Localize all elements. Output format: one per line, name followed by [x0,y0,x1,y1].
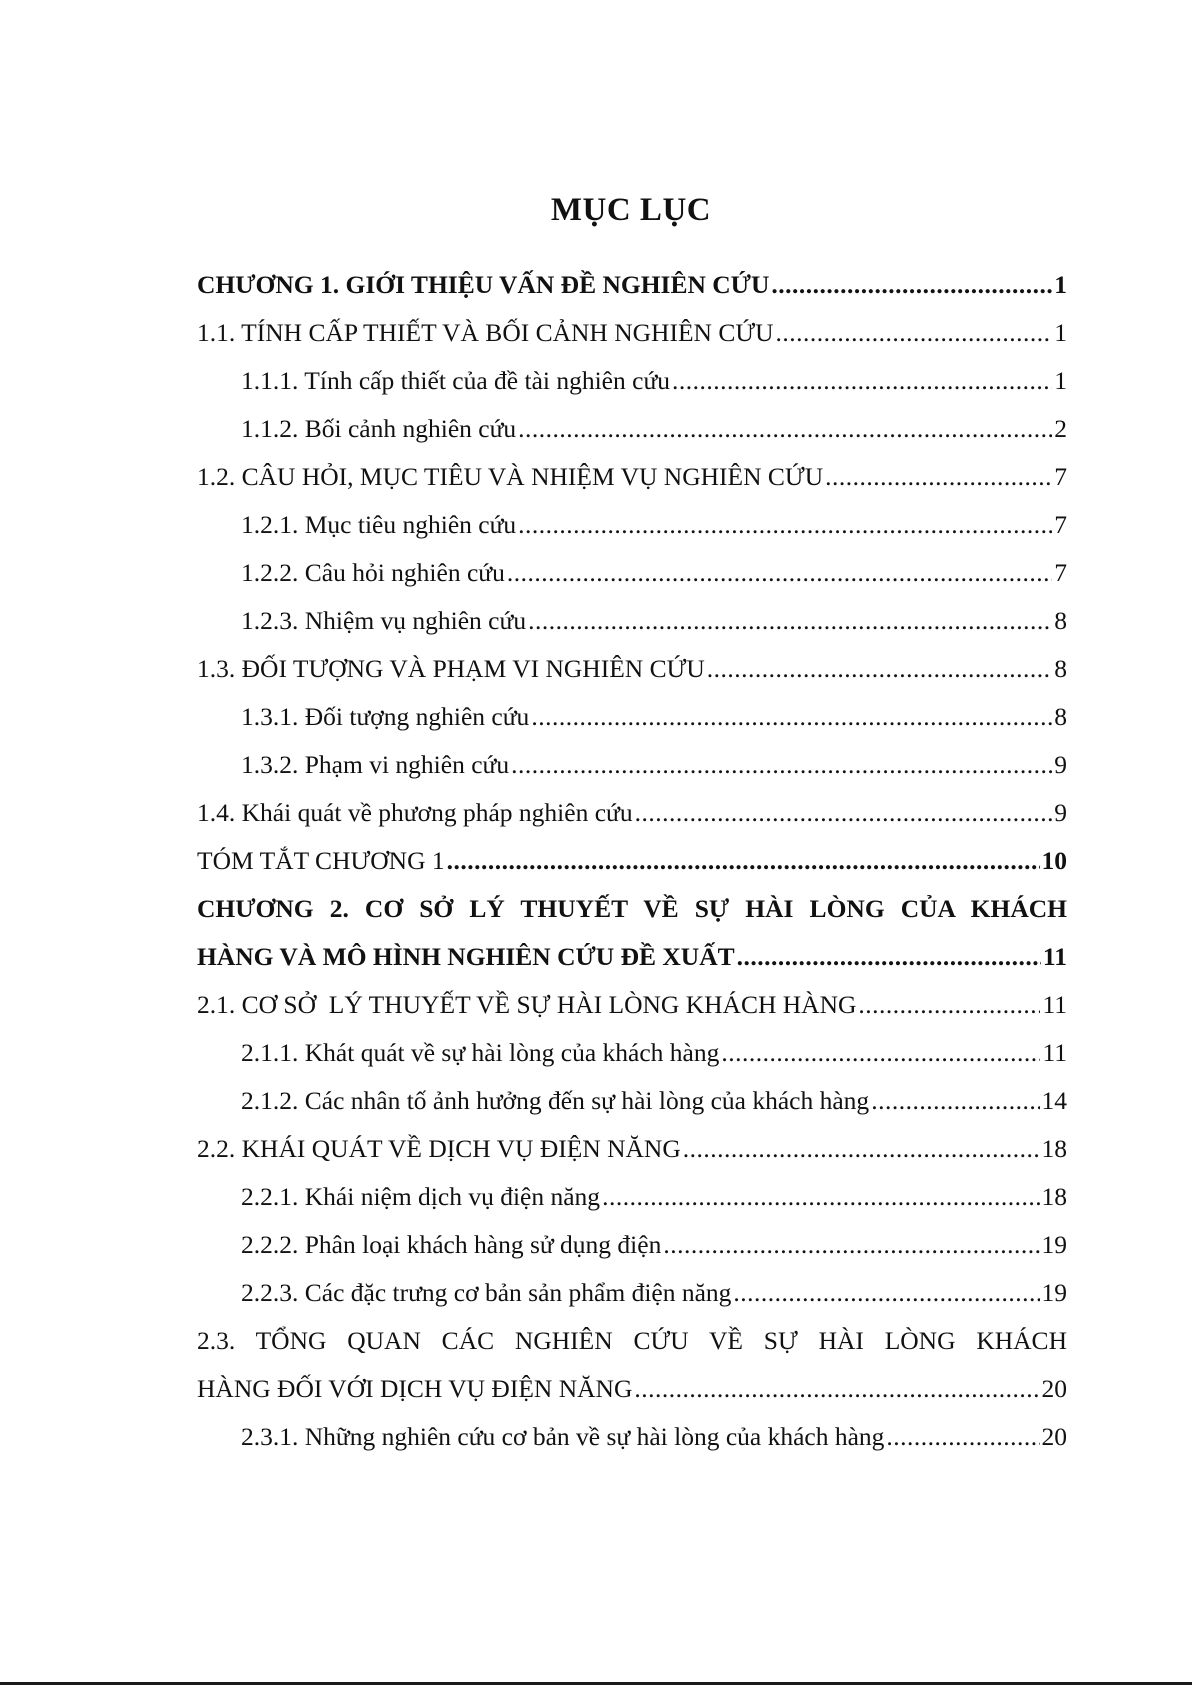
toc-entry[interactable] [197,606,1067,654]
toc-leader-dots [721,1038,1040,1068]
toc-leader-dots [871,1086,1039,1116]
toc-entry[interactable] [197,750,1067,798]
toc-page-number: 7 [1054,558,1067,587]
toc-entry-label: 1.2.3. Nhiệm vụ nghiên cứu [241,606,527,635]
toc-leader-dots [858,990,1040,1020]
table-of-contents [197,270,1067,1470]
toc-entry[interactable] [197,270,1067,318]
toc-leader-dots [707,654,1052,684]
toc-entry-label: 1.2.1. Mục tiêu nghiên cứu [241,510,517,539]
toc-page-number: 9 [1054,798,1067,827]
toc-entry[interactable] [197,1230,1067,1278]
toc-entry-label: 2.2.2. Phân loại khách hàng sử dụng điện [241,1230,662,1259]
toc-entry-line2 [197,1374,1067,1422]
toc-entry[interactable] [197,462,1067,510]
toc-entry-label: 1.4. Khái quát về phương pháp nghiên cứu [197,798,633,827]
toc-entry-label: 2.1.2. Các nhân tố ảnh hưởng đến sự hài lòng của khách hàng [241,1086,870,1115]
toc-leader-dots [635,798,1053,828]
toc-entry-label: 2.1.1. Khát quát về sự hài lòng của khách hàng [241,1038,720,1067]
toc-page-number: 8 [1054,654,1067,683]
toc-entry[interactable] [197,1134,1067,1182]
toc-entry[interactable] [197,894,1067,990]
toc-entry-label: 1.1.1. Tính cấp thiết của đề tài nghiên cứu [241,366,671,395]
toc-leader-dots [886,1422,1039,1452]
toc-entry-label: 1.1. TÍNH CẤP THIẾT VÀ BỐI CẢNH NGHIÊN CỨU [197,318,774,347]
toc-entry[interactable] [197,558,1067,606]
toc-entry[interactable] [197,414,1067,462]
toc-leader-dots [528,606,1052,636]
toc-leader-dots [602,1182,1039,1212]
toc-entry-label: 2.3.1. Những nghiên cứu cơ bản về sự hài lòng của khách hàng [241,1422,885,1451]
toc-page-number: 11 [1042,1038,1067,1067]
toc-leader-dots [776,318,1053,348]
toc-entry-line2 [197,942,1067,990]
toc-entry-label: 2.1. CƠ SỞ LÝ THUYẾT VỀ SỰ HÀI LÒNG KHÁCH HÀNG [197,990,857,1019]
toc-entry-label-line2: HÀNG ĐỐI VỚI DỊCH VỤ ĐIỆN NĂNG [197,1374,633,1403]
toc-entry[interactable] [197,1086,1067,1134]
toc-page-number: 19 [1041,1230,1067,1259]
toc-page-number: 14 [1041,1086,1067,1115]
toc-page-number: 1 [1054,318,1067,347]
toc-entry-label: 2.2. KHÁI QUÁT VỀ DỊCH VỤ ĐIỆN NĂNG [197,1134,681,1163]
toc-entry[interactable] [197,318,1067,366]
toc-entry-label: 2.2.3. Các đặc trưng cơ bản sản phẩm điện năng [241,1278,732,1307]
toc-entry[interactable] [197,1326,1067,1422]
toc-leader-dots [825,462,1052,492]
toc-leader-dots [531,702,1052,732]
toc-entry-label: 1.2. CÂU HỎI, MỤC TIÊU VÀ NHIỆM VỤ NGHIÊN CỨU [197,462,824,491]
toc-page-number: 20 [1041,1422,1067,1451]
toc-leader-dots [507,558,1052,588]
toc-entry[interactable] [197,1278,1067,1326]
toc-leader-dots [672,366,1052,396]
toc-entry[interactable] [197,1038,1067,1086]
toc-entry-label: 1.3.1. Đối tượng nghiên cứu [241,702,530,731]
toc-leader-dots [634,1374,1039,1404]
toc-page-number: 8 [1054,702,1067,731]
toc-entry[interactable] [197,702,1067,750]
toc-entry[interactable] [197,366,1067,414]
toc-leader-dots [663,1230,1039,1260]
toc-entry-label-line1: 2.3. TỔNG QUAN CÁC NGHIÊN CỨU VỀ SỰ HÀI LÒNG KHÁCH [197,1326,1067,1355]
toc-page-number: 19 [1041,1278,1067,1307]
toc-page-number: 7 [1054,462,1067,491]
toc-leader-dots [518,414,1052,444]
toc-entry-label: CHƯƠNG 1. GIỚI THIỆU VẤN ĐỀ NGHIÊN CỨU [197,270,770,299]
toc-entry[interactable] [197,846,1067,894]
toc-leader-dots [511,750,1052,780]
toc-leader-dots [737,942,1041,972]
toc-leader-dots [771,270,1052,300]
toc-leader-dots [733,1278,1039,1308]
toc-entry-label: 1.3. ĐỐI TƯỢNG VÀ PHẠM VI NGHIÊN CỨU [197,654,705,683]
toc-page-number: 9 [1054,750,1067,779]
toc-entry-label: 1.1.2. Bối cảnh nghiên cứu [241,414,517,443]
toc-page-number: 11 [1042,990,1067,1019]
toc-page-number: 18 [1041,1134,1067,1163]
toc-leader-dots [683,1134,1040,1164]
toc-page-number: 11 [1042,942,1067,971]
toc-entry[interactable] [197,798,1067,846]
toc-leader-dots [518,510,1052,540]
toc-entry[interactable] [197,1182,1067,1230]
toc-page-number: 1 [1054,270,1067,299]
toc-entry-label: 1.3.2. Phạm vi nghiên cứu [241,750,510,779]
toc-entry-label: 2.2.1. Khái niệm dịch vụ điện năng [241,1182,601,1211]
toc-entry[interactable] [197,510,1067,558]
toc-entry-label-line1: CHƯƠNG 2. CƠ SỞ LÝ THUYẾT VỀ SỰ HÀI LÒNG CỦA KHÁCH [197,894,1067,923]
toc-entry-label: TÓM TẮT CHƯƠNG 1 [197,846,445,875]
toc-page-number: 8 [1054,606,1067,635]
toc-entry[interactable] [197,1422,1067,1470]
toc-entry[interactable] [197,654,1067,702]
toc-entry-label: 1.2.2. Câu hỏi nghiên cứu [241,558,505,587]
page-title: MỤC LỤC [550,192,712,228]
toc-page-number: 18 [1041,1182,1067,1211]
toc-entry[interactable] [197,990,1067,1038]
toc-page-number: 10 [1041,846,1067,875]
toc-page-number: 2 [1054,414,1067,443]
toc-leader-dots [447,846,1040,876]
toc-entry-label-line2: HÀNG VÀ MÔ HÌNH NGHIÊN CỨU ĐỀ XUẤT [197,942,735,971]
toc-page-number: 20 [1041,1374,1067,1403]
toc-page-number: 7 [1054,510,1067,539]
toc-page-number: 1 [1054,366,1067,395]
